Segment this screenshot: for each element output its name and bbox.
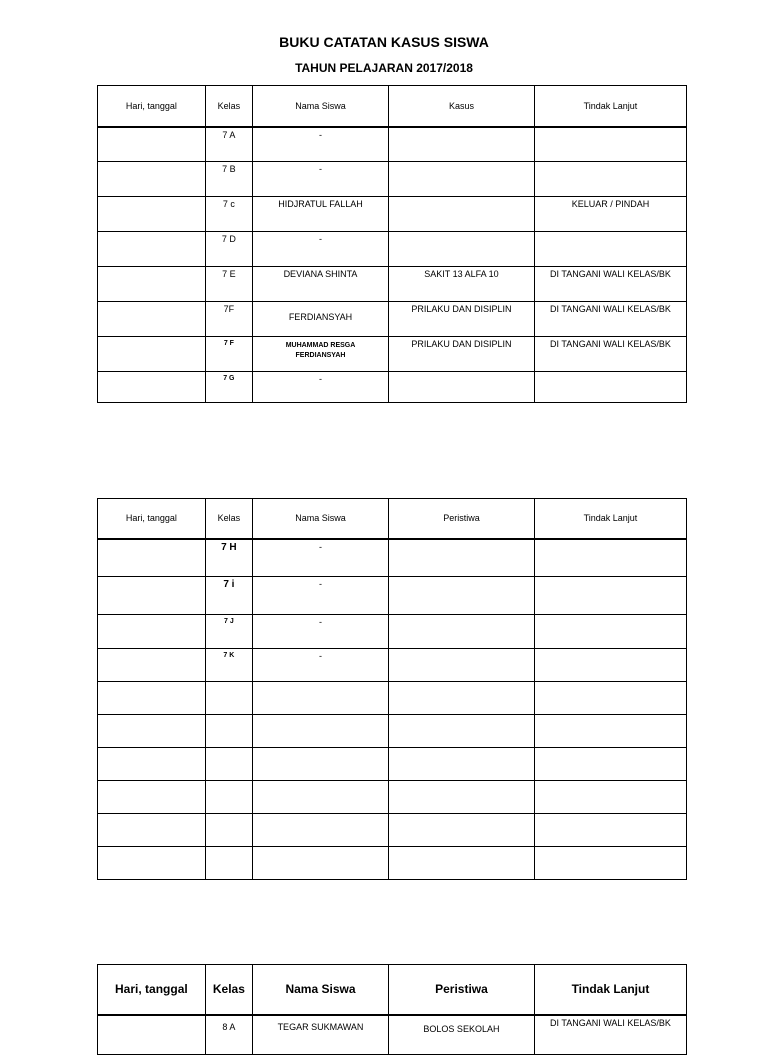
cell-peristiwa bbox=[388, 781, 534, 814]
cell-peristiwa bbox=[388, 748, 534, 781]
table-header-row bbox=[98, 499, 687, 539]
table-row bbox=[98, 649, 687, 682]
header-kelas: Kelas bbox=[205, 965, 252, 1015]
cell-kasus bbox=[388, 232, 534, 267]
cell-tindak bbox=[534, 372, 686, 403]
cell-tindak: DI TANGANI WALI KELAS/BK bbox=[534, 337, 686, 372]
table-row bbox=[98, 372, 687, 403]
cell-tindak bbox=[534, 847, 686, 880]
header-kelas: Kelas bbox=[205, 499, 252, 539]
cell-hari bbox=[98, 748, 206, 781]
table-row bbox=[98, 814, 687, 847]
cell-nama: - bbox=[253, 372, 389, 403]
cell-tindak bbox=[534, 232, 686, 267]
cell-nama: - bbox=[253, 162, 389, 197]
cell-hari bbox=[98, 715, 206, 748]
cell-nama: HIDJRATUL FALLAH bbox=[253, 197, 389, 232]
table-row bbox=[98, 197, 687, 232]
cell-tindak bbox=[534, 682, 686, 715]
table-row bbox=[98, 539, 687, 577]
header-kasus: Kasus bbox=[388, 86, 534, 127]
cell-kasus: PRILAKU DAN DISIPLIN bbox=[388, 337, 534, 372]
cell-tindak bbox=[534, 814, 686, 847]
table-row bbox=[98, 1015, 687, 1055]
table-row bbox=[98, 682, 687, 715]
table-row bbox=[98, 302, 687, 337]
document-subtitle: TAHUN PELAJARAN 2017/2018 bbox=[295, 61, 473, 75]
cell-kelas: 7 c bbox=[205, 197, 252, 232]
table-row bbox=[98, 267, 687, 302]
header-tindak-lanjut: Tindak Lanjut bbox=[534, 86, 686, 127]
cell-nama: - bbox=[253, 127, 389, 162]
cell-hari bbox=[98, 232, 206, 267]
table-row bbox=[98, 577, 687, 615]
cell-peristiwa bbox=[388, 682, 534, 715]
cell-tindak bbox=[534, 715, 686, 748]
cell-tindak bbox=[534, 162, 686, 197]
table-header-row bbox=[98, 86, 687, 127]
cell-kelas: 7 E bbox=[205, 267, 252, 302]
table-row bbox=[98, 232, 687, 267]
cell-peristiwa bbox=[388, 715, 534, 748]
cell-peristiwa: BOLOS SEKOLAH bbox=[388, 1015, 534, 1055]
cell-peristiwa bbox=[388, 615, 534, 649]
cell-hari bbox=[98, 372, 206, 403]
cell-kasus bbox=[388, 372, 534, 403]
cell-nama: TEGAR SUKMAWAN bbox=[253, 1015, 389, 1055]
cell-nama bbox=[253, 781, 389, 814]
cell-tindak bbox=[534, 615, 686, 649]
case-table-1 bbox=[97, 85, 687, 403]
cell-kasus bbox=[388, 127, 534, 162]
cell-kelas bbox=[205, 814, 252, 847]
cell-hari bbox=[98, 127, 206, 162]
document-title: BUKU CATATAN KASUS SISWA bbox=[279, 34, 489, 50]
header-nama-siswa: Nama Siswa bbox=[253, 965, 389, 1015]
cell-nama: - bbox=[253, 539, 389, 577]
cell-peristiwa bbox=[388, 847, 534, 880]
case-table-3 bbox=[97, 964, 687, 1055]
header-tindak-lanjut: Tindak Lanjut bbox=[534, 499, 686, 539]
cell-kelas: 7 H bbox=[205, 539, 252, 577]
cell-nama: MUHAMMAD RESGA FERDIANSYAH bbox=[253, 337, 389, 372]
cell-hari bbox=[98, 814, 206, 847]
table-row bbox=[98, 847, 687, 880]
cell-kelas: 7 K bbox=[205, 649, 252, 682]
cell-hari bbox=[98, 615, 206, 649]
cell-kelas bbox=[205, 781, 252, 814]
table-row bbox=[98, 781, 687, 814]
cell-kelas: 7F bbox=[205, 302, 252, 337]
cell-nama: - bbox=[253, 615, 389, 649]
cell-tindak: DI TANGANI WALI KELAS/BK bbox=[534, 267, 686, 302]
cell-kelas: 7 B bbox=[205, 162, 252, 197]
cell-hari bbox=[98, 539, 206, 577]
cell-hari bbox=[98, 1015, 206, 1055]
table-row bbox=[98, 748, 687, 781]
cell-peristiwa bbox=[388, 814, 534, 847]
cell-nama: DEVIANA SHINTA bbox=[253, 267, 389, 302]
cell-kelas: 7 i bbox=[205, 577, 252, 615]
cell-kasus: PRILAKU DAN DISIPLIN bbox=[388, 302, 534, 337]
cell-tindak bbox=[534, 127, 686, 162]
cell-tindak bbox=[534, 577, 686, 615]
case-table-2 bbox=[97, 498, 687, 880]
cell-nama bbox=[253, 748, 389, 781]
cell-nama: - bbox=[253, 649, 389, 682]
cell-hari bbox=[98, 847, 206, 880]
cell-kelas: 8 A bbox=[205, 1015, 252, 1055]
cell-tindak: DI TANGANI WALI KELAS/BK bbox=[534, 1015, 686, 1055]
cell-nama bbox=[253, 682, 389, 715]
cell-hari bbox=[98, 162, 206, 197]
cell-hari bbox=[98, 197, 206, 232]
cell-kelas bbox=[205, 748, 252, 781]
cell-hari bbox=[98, 649, 206, 682]
cell-kelas bbox=[205, 715, 252, 748]
cell-tindak: KELUAR / PINDAH bbox=[534, 197, 686, 232]
cell-hari bbox=[98, 577, 206, 615]
header-nama-siswa: Nama Siswa bbox=[253, 499, 389, 539]
cell-peristiwa bbox=[388, 577, 534, 615]
cell-hari bbox=[98, 781, 206, 814]
cell-hari bbox=[98, 682, 206, 715]
cell-kelas bbox=[205, 847, 252, 880]
header-nama-siswa: Nama Siswa bbox=[253, 86, 389, 127]
table-row bbox=[98, 162, 687, 197]
cell-kelas bbox=[205, 682, 252, 715]
header-tindak-lanjut: Tindak Lanjut bbox=[534, 965, 686, 1015]
table-row bbox=[98, 337, 687, 372]
table-row bbox=[98, 715, 687, 748]
cell-kelas: 7 F bbox=[205, 337, 252, 372]
header-kelas: Kelas bbox=[205, 86, 252, 127]
cell-nama bbox=[253, 715, 389, 748]
cell-tindak bbox=[534, 748, 686, 781]
cell-kelas: 7 J bbox=[205, 615, 252, 649]
cell-kelas: 7 A bbox=[205, 127, 252, 162]
cell-tindak bbox=[534, 781, 686, 814]
cell-nama: FERDIANSYAH bbox=[253, 302, 389, 337]
table-row bbox=[98, 615, 687, 649]
cell-nama bbox=[253, 814, 389, 847]
cell-hari bbox=[98, 337, 206, 372]
cell-hari bbox=[98, 302, 206, 337]
table-row bbox=[98, 127, 687, 162]
cell-kasus bbox=[388, 197, 534, 232]
header-peristiwa: Peristiwa bbox=[388, 499, 534, 539]
cell-peristiwa bbox=[388, 649, 534, 682]
header-hari-tanggal: Hari, tanggal bbox=[98, 86, 206, 127]
cell-nama: - bbox=[253, 577, 389, 615]
header-peristiwa: Peristiwa bbox=[388, 965, 534, 1015]
cell-tindak bbox=[534, 539, 686, 577]
cell-tindak bbox=[534, 649, 686, 682]
cell-hari bbox=[98, 267, 206, 302]
cell-nama: - bbox=[253, 232, 389, 267]
cell-nama bbox=[253, 847, 389, 880]
cell-tindak: DI TANGANI WALI KELAS/BK bbox=[534, 302, 686, 337]
cell-kelas: 7 D bbox=[205, 232, 252, 267]
cell-peristiwa bbox=[388, 539, 534, 577]
table-header-row bbox=[98, 965, 687, 1015]
cell-kasus bbox=[388, 162, 534, 197]
cell-kelas: 7 G bbox=[205, 372, 252, 403]
cell-kasus: SAKIT 13 ALFA 10 bbox=[388, 267, 534, 302]
header-hari-tanggal: Hari, tanggal bbox=[98, 965, 206, 1015]
header-hari-tanggal: Hari, tanggal bbox=[98, 499, 206, 539]
